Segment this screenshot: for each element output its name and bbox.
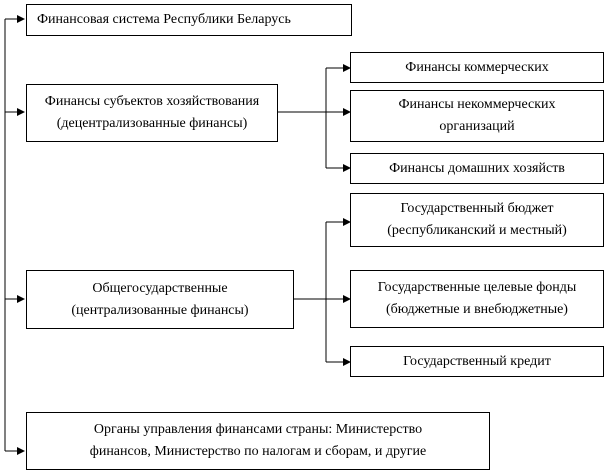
branch-node-enterprise-finance (26, 84, 278, 142)
child-node-household-finance (350, 153, 604, 184)
child-node-label: Государственный кредит (403, 353, 551, 369)
child-node-target-funds (350, 270, 604, 328)
branch-node-label: (централизованные финансы) (71, 302, 249, 318)
root-node-label: Финансовая система Республики Беларусь (37, 12, 291, 28)
child-node-label: Финансы коммерческих (405, 59, 549, 75)
branch-node-label: Органы управления финансами страны: Министерство (93, 422, 423, 438)
branch-node-governing-bodies (26, 412, 490, 470)
child-node-state-credit (350, 346, 604, 377)
root-node (26, 4, 352, 36)
child-node-label: (бюджетные и внебюджетные) (385, 302, 568, 317)
child-node-label: (республиканский и местный) (387, 223, 567, 238)
child-node-label: Государственные целевые фонды (377, 280, 577, 296)
child-node-noncommercial-finance (350, 90, 604, 142)
branch-node-label: Финансы субъектов хозяйствования (44, 94, 260, 110)
child-node-state-budget (350, 193, 604, 247)
branch-node-label: финансов, Министерство по налогам и сборам, и другие (89, 444, 427, 459)
child-node-label: Финансы домашних хозяйств (389, 160, 565, 176)
branch-node-label: Общегосударственные (92, 280, 228, 296)
branch-node-label: (децентрализованные финансы) (56, 116, 248, 131)
child-node-label: Финансы некоммерческих (398, 97, 556, 113)
child-node-label: Государственный бюджет (400, 201, 554, 217)
child-node-commercial-finance (350, 52, 604, 83)
child-node-label: организаций (439, 119, 515, 134)
branch-node-state-finance (26, 270, 294, 329)
